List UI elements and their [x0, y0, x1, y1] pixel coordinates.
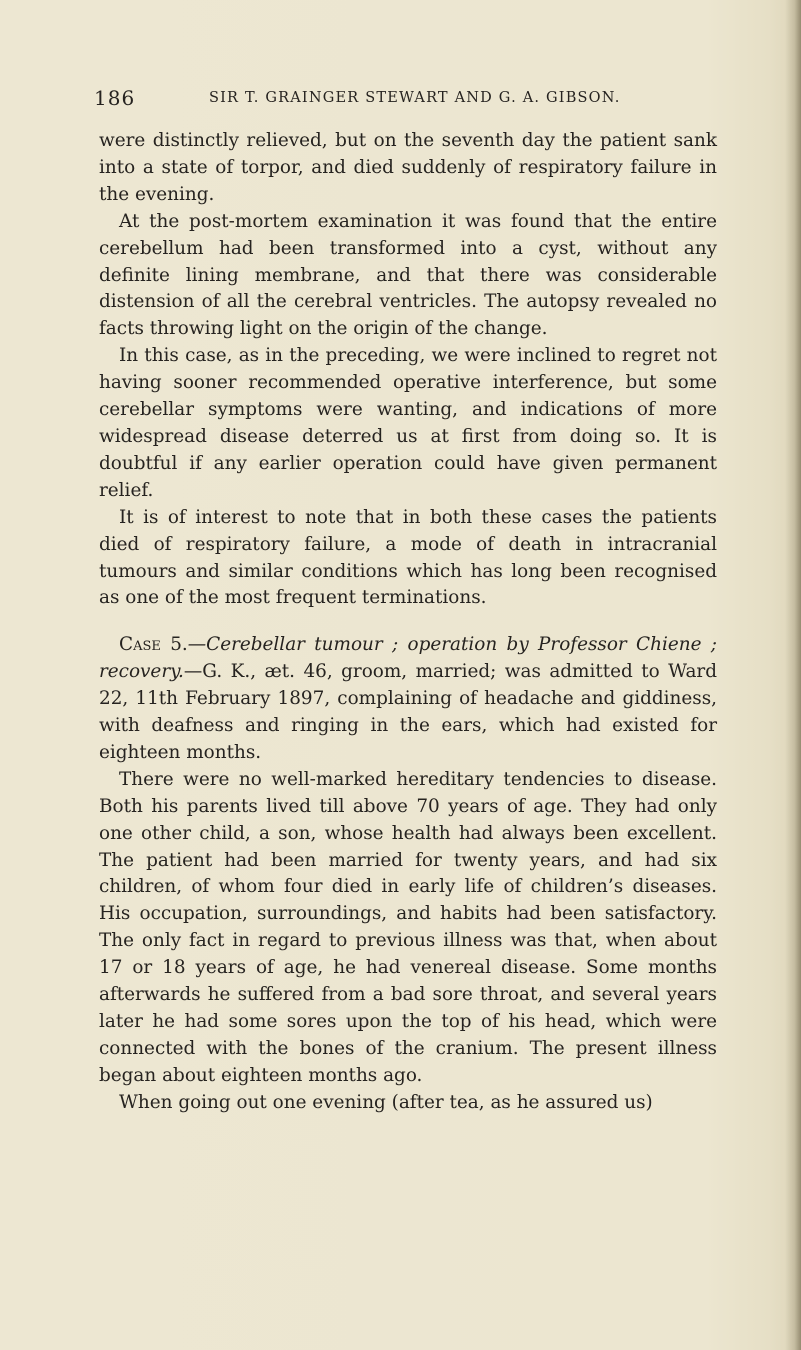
- case-text: —G. K., æt. 46, groom, married; was admitted to Ward 22, 11th February 1897, complaining of headache and giddiness, with deafness and ringing in the ears, which had existed for eighteen months.: [99, 661, 717, 763]
- paragraph-case-5: [99, 632, 717, 767]
- paragraph-onset: When going out one evening (after tea, as he assured us): [119, 1091, 653, 1113]
- paragraph-history: There were no well-marked hereditary tendencies to disease. Both his parents lived till above 70 years of age. They had only one other child, a son, whose health had always been excellent. The patient had been married for twenty years, and had six children, of whom four died in early life of children’s diseases. His occupation, surroundings, and habits had been satisfactory. The only fact in regard to previous illness was that, when about 17 or 18 years of age, he had venereal disease. Some months afterwards he suffered from a bad sore throat, and several years later he had some sores upon the top of his head, which were connected with the bones of the cranium. The present illness began about eighteen months ago.: [99, 768, 717, 1086]
- paragraph-post-mortem: At the post-mortem examination it was found that the entire cerebellum had been transformed into a cyst, without any definite lining membrane, and that there was considerable distension of all the cerebral ventricles. The autopsy revealed no facts throwing light on the origin of the change.: [99, 210, 717, 340]
- page-header: [94, 86, 724, 116]
- page-edge-shadow: [785, 0, 801, 1350]
- case-title: —Cerebellar tumour ; operation by Professor Chiene ; recovery.: [99, 634, 717, 683]
- paragraph-respiratory-failure: It is of interest to note that in both these cases the patients died of respiratory failure, a mode of death in intracranial tumours and similar conditions which has long been recognised as one of the most frequent terminations.: [99, 506, 717, 609]
- body-text: [99, 128, 717, 1117]
- page-number: 186: [94, 86, 136, 110]
- running-head: SIR T. GRAINGER STEWART AND G. A. GIBSON.: [209, 90, 621, 106]
- paragraph-continuation: were distinctly relieved, but on the seventh day the patient sank into a state of torpor, and died suddenly of respiratory failure in the evening.: [99, 130, 717, 205]
- paragraph-regret: In this case, as in the preceding, we were inclined to regret not having sooner recommended operative interference, but some cerebellar symptoms were wanting, and indications of more widespread disease deterred us at first from doing so. It is doubtful if any earlier operation could have given permanent relief.: [99, 345, 717, 501]
- case-label: Case 5.: [119, 634, 188, 656]
